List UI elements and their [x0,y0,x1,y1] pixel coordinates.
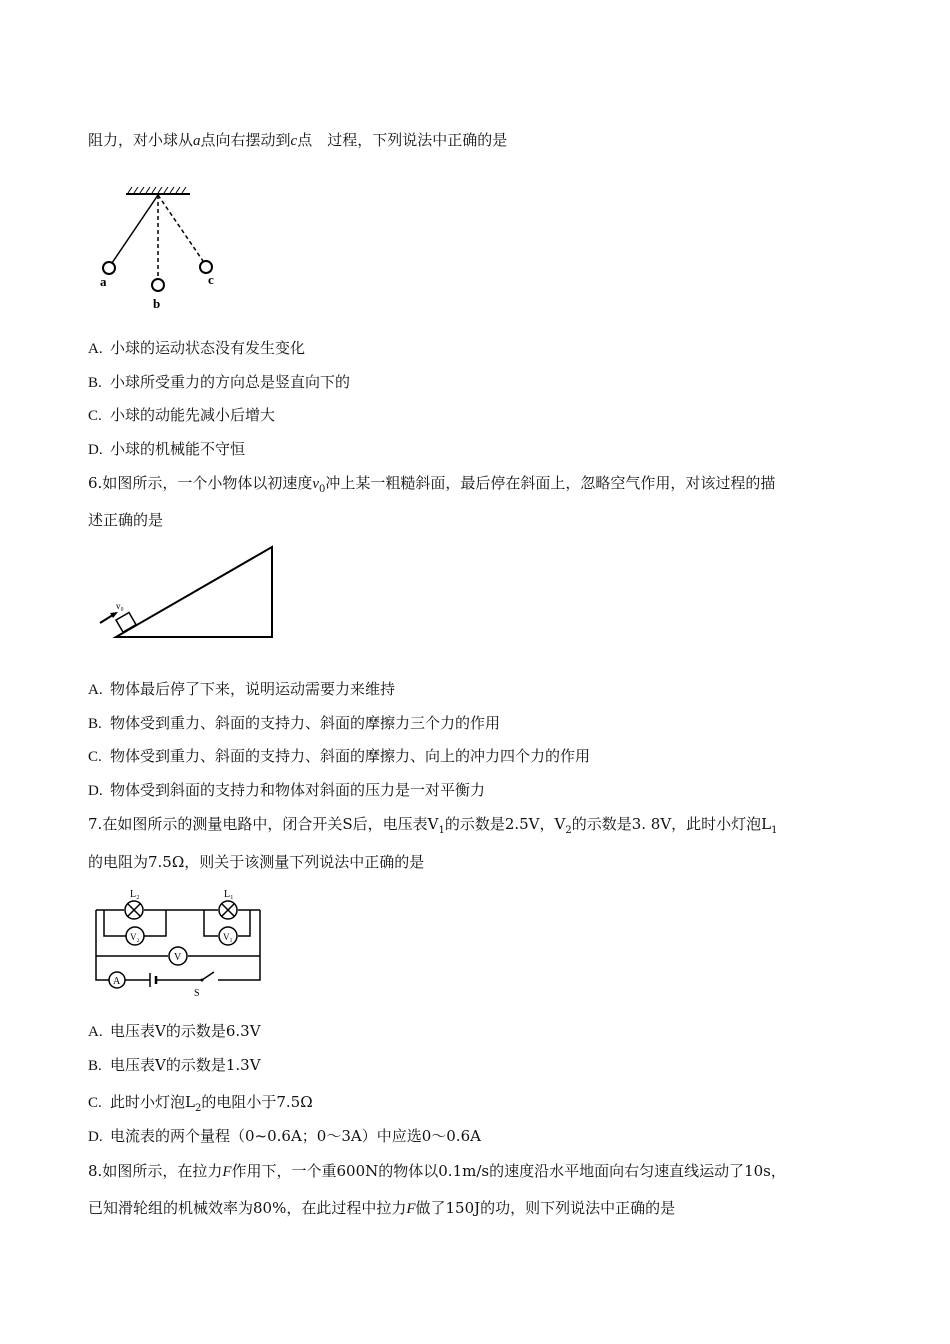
q5-option-a[interactable]: A. 小球的运动状态没有发生变化 [88,339,306,357]
switch-pivot [201,979,204,982]
ball-a [103,262,115,274]
q7-option-c[interactable]: C. 此时小灯泡$L_2$的电阻小于7.5Ω [88,1093,313,1114]
pendulum-figure [92,182,232,312]
ceiling [126,186,190,193]
q7-option-d[interactable]: D. 电流表的两个量程（0~0.6A；0～3A）中应选0～0.6A [88,1127,481,1145]
string-a [112,195,158,263]
lamp-L1 [219,901,237,919]
label-a: a [100,274,107,289]
label-L1: L₁ [224,889,234,900]
string-c [158,195,203,261]
label-v0: v₀ [116,601,124,611]
q8-stem-line2: 已知滑轮组的机械效率为80%，在此过程中拉力F做了150J的功，则下列说法中正确的是 [88,1199,676,1217]
q5-option-d[interactable]: D. 小球的机械能不守恒 [88,440,246,458]
label-V1: V₁ [223,932,233,942]
label-b: b [153,296,161,311]
block [116,613,136,633]
incline-figure [94,540,279,642]
q7-stem-line2: 的电阻为7.5Ω，则关于该测量下列说法中正确的是 [88,853,425,871]
ball-b [152,279,164,291]
q6-stem-line2: 述正确的是 [88,511,164,529]
label-V: V [174,952,182,963]
label-V2: V₂ [130,932,140,942]
lamp-L2 [125,901,143,919]
q6-option-a[interactable]: A. 物体最后停了下来，说明运动需要力来维持 [88,680,396,698]
label-S: S [194,988,200,999]
q8-stem-line1: 8.如图所示，在拉力F作用下，一个重600N的物体以0.1m/s的速度沿水平地面向右匀速直线运动了10s， [88,1162,786,1180]
label-c: c [208,272,214,287]
circuit-figure [90,882,270,1000]
q6-option-b[interactable]: B. 物体受到重力、斜面的支持力、斜面的摩擦力三个力的作用 [88,714,501,732]
q6-option-d[interactable]: D. 物体受到斜面的支持力和物体对斜面的压力是一对平衡力 [88,781,486,799]
q6-stem-line1: 6.如图所示，一个小物体以初速度$v_0$冲上某一粗糙斜面，最后停在斜面上，忽略空气作用，对该过程的描 [88,474,776,495]
q7-option-b[interactable]: B. 电压表V的示数是1.3V [88,1056,261,1074]
q5-option-c[interactable]: C. 小球的动能先减小后增大 [88,406,276,424]
label-A: A [113,976,121,987]
incline [116,547,272,637]
q5-stem: 阻力，对小球从a点向右摆动到c点 过程，下列说法中正确的是 [88,131,508,149]
q6-option-c[interactable]: C. 物体受到重力、斜面的支持力、斜面的摩擦力、向上的冲力四个力的作用 [88,747,591,765]
label-L2: L₂ [130,889,140,900]
q5-option-b[interactable]: B. 小球所受重力的方向总是竖直向下的 [88,373,351,391]
q7-stem-line1: 7.在如图所示的测量电路中，闭合开关S后，电压表$V_1$的示数是2.5V，$V_2$的示数是3. 8V，此时小灯泡$L_1$ [88,815,778,836]
q7-option-a[interactable]: A. 电压表V的示数是6.3V [88,1022,261,1040]
